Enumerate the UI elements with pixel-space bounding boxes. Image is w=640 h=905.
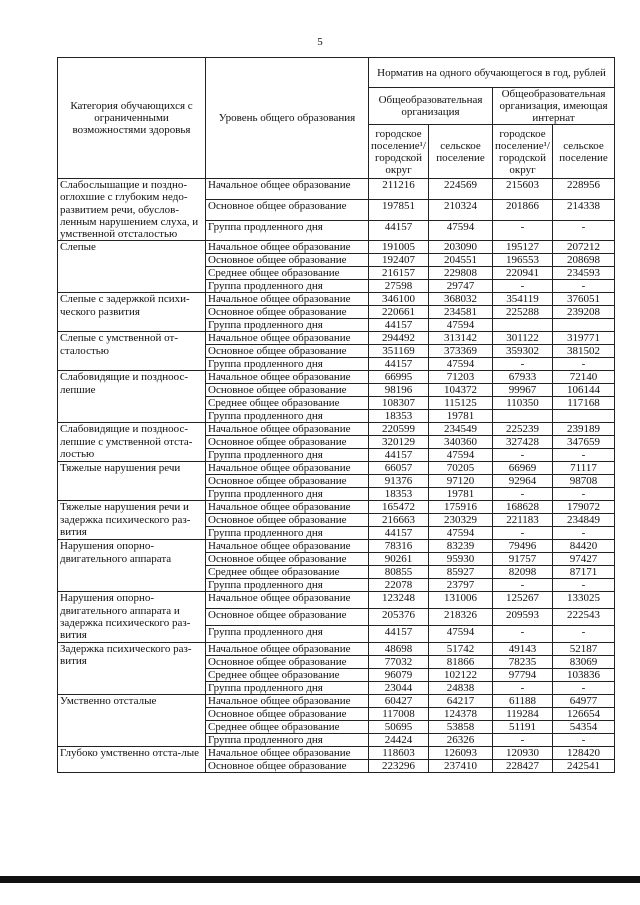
- value-urban-general: 216157: [369, 267, 429, 280]
- value-urban-general: 48698: [369, 642, 429, 655]
- value-urban-general: 320129: [369, 436, 429, 449]
- value-rural-general: 51742: [429, 642, 493, 655]
- table-row: [58, 642, 615, 655]
- level-cell: Группа продленного дня: [206, 733, 369, 746]
- value-rural-boarding: 234593: [553, 267, 615, 280]
- value-urban-boarding: -: [493, 733, 553, 746]
- value-urban-boarding: 91757: [493, 553, 553, 566]
- table-row: [58, 540, 615, 553]
- value-urban-boarding: 97794: [493, 668, 553, 681]
- value-rural-general: 47594: [429, 319, 493, 332]
- level-cell: Начальное общее образование: [206, 746, 369, 759]
- category-cell: Задержка психического раз-вития: [58, 642, 206, 694]
- level-cell: Основное общее образование: [206, 475, 369, 488]
- level-cell: Основное общее образование: [206, 254, 369, 267]
- level-cell: Среднее общее образование: [206, 566, 369, 579]
- value-rural-general: 204551: [429, 254, 493, 267]
- value-rural-general: 24838: [429, 681, 493, 694]
- value-urban-general: 18353: [369, 410, 429, 423]
- value-rural-general: 47594: [429, 527, 493, 540]
- table-row: [58, 423, 615, 436]
- value-rural-general: 203090: [429, 241, 493, 254]
- table-row: [58, 694, 615, 707]
- value-rural-general: 19781: [429, 488, 493, 501]
- value-urban-general: 44157: [369, 449, 429, 462]
- value-rural-general: 81866: [429, 655, 493, 668]
- level-cell: Начальное общее образование: [206, 293, 369, 306]
- level-cell: Среднее общее образование: [206, 267, 369, 280]
- value-rural-general: 19781: [429, 410, 493, 423]
- level-cell: Группа продленного дня: [206, 681, 369, 694]
- value-urban-general: 78316: [369, 540, 429, 553]
- value-rural-boarding: -: [553, 681, 615, 694]
- value-urban-general: 192407: [369, 254, 429, 267]
- value-rural-general: 83239: [429, 540, 493, 553]
- value-rural-general: 313142: [429, 332, 493, 345]
- value-rural-boarding: 84420: [553, 540, 615, 553]
- value-urban-general: 22078: [369, 579, 429, 592]
- standards-table: [57, 57, 615, 773]
- value-urban-boarding: 201866: [493, 199, 553, 220]
- value-rural-general: 210324: [429, 199, 493, 220]
- value-urban-general: 44157: [369, 319, 429, 332]
- category-cell: Слабовидящие и поздноос-лепшие с умственной отста-лостью: [58, 423, 206, 462]
- header-org-boarding: Общеобразовательная организация, имеющая интернат: [493, 88, 615, 125]
- header-norm: Норматив на одного обучающегося в год, рублей: [369, 58, 615, 88]
- value-rural-boarding: 347659: [553, 436, 615, 449]
- value-urban-boarding: [493, 319, 553, 332]
- value-urban-boarding: -: [493, 488, 553, 501]
- category-cell: Тяжелые нарушения речи: [58, 462, 206, 501]
- value-urban-boarding: -: [493, 449, 553, 462]
- value-urban-boarding: [493, 410, 553, 423]
- value-urban-boarding: 228427: [493, 759, 553, 772]
- value-urban-general: 351169: [369, 345, 429, 358]
- value-rural-general: 175916: [429, 501, 493, 514]
- value-urban-general: 50695: [369, 720, 429, 733]
- value-urban-boarding: 209593: [493, 609, 553, 626]
- value-rural-boarding: 239208: [553, 306, 615, 319]
- value-urban-boarding: 78235: [493, 655, 553, 668]
- level-cell: Среднее общее образование: [206, 397, 369, 410]
- level-cell: Основное общее образование: [206, 707, 369, 720]
- value-rural-boarding: 52187: [553, 642, 615, 655]
- level-cell: Начальное общее образование: [206, 371, 369, 384]
- value-urban-general: 191005: [369, 241, 429, 254]
- value-urban-boarding: 354119: [493, 293, 553, 306]
- value-urban-general: 165472: [369, 501, 429, 514]
- value-rural-boarding: -: [553, 579, 615, 592]
- value-rural-boarding: [553, 319, 615, 332]
- value-rural-general: 115125: [429, 397, 493, 410]
- category-cell: Тяжелые нарушения речи и задержка психического раз-вития: [58, 501, 206, 540]
- level-cell: Группа продленного дня: [206, 488, 369, 501]
- category-cell: Слабослышащие и поздно-оглохшие с глубоким недо-развитием речи, обуслов-ленным нарушением слуха, и умственной отсталостью: [58, 179, 206, 241]
- level-cell: Начальное общее образование: [206, 592, 369, 609]
- value-urban-general: 117008: [369, 707, 429, 720]
- value-urban-general: 44157: [369, 220, 429, 241]
- level-cell: Группа продленного дня: [206, 410, 369, 423]
- value-urban-general: 66057: [369, 462, 429, 475]
- level-cell: Основное общее образование: [206, 759, 369, 772]
- value-rural-boarding: 87171: [553, 566, 615, 579]
- value-rural-boarding: -: [553, 527, 615, 540]
- value-urban-general: 96079: [369, 668, 429, 681]
- value-urban-general: 211216: [369, 179, 429, 200]
- table-row: [58, 501, 615, 514]
- value-rural-boarding: -: [553, 488, 615, 501]
- level-cell: Основное общее образование: [206, 306, 369, 319]
- level-cell: Группа продленного дня: [206, 527, 369, 540]
- value-urban-boarding: 301122: [493, 332, 553, 345]
- value-rural-boarding: 319771: [553, 332, 615, 345]
- level-cell: Начальное общее образование: [206, 540, 369, 553]
- table-body: [58, 179, 615, 773]
- level-cell: Группа продленного дня: [206, 449, 369, 462]
- value-rural-boarding: -: [553, 280, 615, 293]
- value-rural-boarding: 239189: [553, 423, 615, 436]
- value-urban-general: 118603: [369, 746, 429, 759]
- value-rural-boarding: 106144: [553, 384, 615, 397]
- value-rural-boarding: 228956: [553, 179, 615, 200]
- table-row: [58, 592, 615, 609]
- level-cell: Начальное общее образование: [206, 462, 369, 475]
- level-cell: Группа продленного дня: [206, 319, 369, 332]
- value-urban-general: 220599: [369, 423, 429, 436]
- value-urban-general: 77032: [369, 655, 429, 668]
- value-rural-boarding: 234849: [553, 514, 615, 527]
- value-rural-general: 85927: [429, 566, 493, 579]
- level-cell: Основное общее образование: [206, 436, 369, 449]
- level-cell: Группа продленного дня: [206, 280, 369, 293]
- value-urban-boarding: 67933: [493, 371, 553, 384]
- header-rural-boarding: сельское поселение: [553, 125, 615, 179]
- category-cell: Нарушения опорно-двигательного аппарата и задержка психического раз-вития: [58, 592, 206, 642]
- value-urban-boarding: 82098: [493, 566, 553, 579]
- category-cell: Слабовидящие и поздноос-лепшие: [58, 371, 206, 423]
- value-rural-boarding: 72140: [553, 371, 615, 384]
- value-urban-boarding: 66969: [493, 462, 553, 475]
- value-rural-general: 97120: [429, 475, 493, 488]
- level-cell: Среднее общее образование: [206, 720, 369, 733]
- value-urban-boarding: 195127: [493, 241, 553, 254]
- value-rural-general: 234581: [429, 306, 493, 319]
- value-urban-general: 197851: [369, 199, 429, 220]
- value-urban-general: 18353: [369, 488, 429, 501]
- level-cell: Основное общее образование: [206, 514, 369, 527]
- value-urban-boarding: 225288: [493, 306, 553, 319]
- value-urban-boarding: 327428: [493, 436, 553, 449]
- value-urban-general: 90261: [369, 553, 429, 566]
- value-urban-boarding: 120930: [493, 746, 553, 759]
- value-rural-boarding: 376051: [553, 293, 615, 306]
- value-urban-general: 223296: [369, 759, 429, 772]
- value-rural-boarding: 214338: [553, 199, 615, 220]
- value-urban-boarding: 49143: [493, 642, 553, 655]
- level-cell: Начальное общее образование: [206, 423, 369, 436]
- level-cell: Группа продленного дня: [206, 358, 369, 371]
- value-rural-boarding: 381502: [553, 345, 615, 358]
- category-cell: Нарушения опорно-двигательного аппарата: [58, 540, 206, 592]
- level-cell: Основное общее образование: [206, 609, 369, 626]
- level-cell: Начальное общее образование: [206, 694, 369, 707]
- level-cell: Группа продленного дня: [206, 220, 369, 241]
- level-cell: Начальное общее образование: [206, 332, 369, 345]
- value-rural-boarding: -: [553, 220, 615, 241]
- value-rural-boarding: -: [553, 733, 615, 746]
- value-rural-general: 47594: [429, 358, 493, 371]
- value-urban-general: 98196: [369, 384, 429, 397]
- value-urban-boarding: -: [493, 280, 553, 293]
- value-urban-boarding: -: [493, 527, 553, 540]
- level-cell: Основное общее образование: [206, 553, 369, 566]
- value-rural-boarding: 207212: [553, 241, 615, 254]
- value-rural-boarding: 83069: [553, 655, 615, 668]
- value-urban-general: 44157: [369, 358, 429, 371]
- value-rural-boarding: 133025: [553, 592, 615, 609]
- category-cell: Глубоко умственно отста-лые: [58, 746, 206, 772]
- value-rural-boarding: -: [553, 449, 615, 462]
- value-rural-general: 47594: [429, 449, 493, 462]
- header-category: Категория обучающихся с ограниченными возможностями здоровья: [58, 58, 206, 179]
- value-rural-boarding: -: [553, 625, 615, 642]
- value-rural-general: 373369: [429, 345, 493, 358]
- value-rural-general: 64217: [429, 694, 493, 707]
- value-rural-general: 70205: [429, 462, 493, 475]
- value-urban-general: 60427: [369, 694, 429, 707]
- value-urban-general: 27598: [369, 280, 429, 293]
- level-cell: Основное общее образование: [206, 345, 369, 358]
- value-rural-boarding: 54354: [553, 720, 615, 733]
- category-cell: Слепые с задержкой психи-ческого развития: [58, 293, 206, 332]
- category-cell: Слепые с умственной от-сталостью: [58, 332, 206, 371]
- value-urban-boarding: 225239: [493, 423, 553, 436]
- value-rural-general: 131006: [429, 592, 493, 609]
- value-rural-boarding: 97427: [553, 553, 615, 566]
- value-urban-boarding: 196553: [493, 254, 553, 267]
- table-row: [58, 241, 615, 254]
- value-urban-boarding: 221183: [493, 514, 553, 527]
- value-rural-boarding: 98708: [553, 475, 615, 488]
- scan-bottom-edge: [0, 876, 640, 883]
- value-rural-general: 47594: [429, 625, 493, 642]
- level-cell: Основное общее образование: [206, 655, 369, 668]
- value-urban-general: 91376: [369, 475, 429, 488]
- value-urban-general: 220661: [369, 306, 429, 319]
- value-rural-boarding: 208698: [553, 254, 615, 267]
- value-rural-general: 340360: [429, 436, 493, 449]
- value-urban-boarding: -: [493, 220, 553, 241]
- value-urban-boarding: -: [493, 358, 553, 371]
- header-org-general: Общеобразовательная организация: [369, 88, 493, 125]
- value-urban-boarding: -: [493, 681, 553, 694]
- level-cell: Начальное общее образование: [206, 241, 369, 254]
- table-row: [58, 462, 615, 475]
- value-urban-general: 44157: [369, 625, 429, 642]
- value-rural-general: 26326: [429, 733, 493, 746]
- header-urban-general: городское поселение¹/ городской округ: [369, 125, 429, 179]
- value-rural-boarding: 179072: [553, 501, 615, 514]
- value-urban-general: 346100: [369, 293, 429, 306]
- value-urban-boarding: 215603: [493, 179, 553, 200]
- value-urban-general: 294492: [369, 332, 429, 345]
- value-rural-boarding: 126654: [553, 707, 615, 720]
- value-rural-general: 230329: [429, 514, 493, 527]
- value-rural-general: 47594: [429, 220, 493, 241]
- value-rural-general: 126093: [429, 746, 493, 759]
- value-rural-general: 224569: [429, 179, 493, 200]
- category-cell: Умственно отсталые: [58, 694, 206, 746]
- value-rural-general: 23797: [429, 579, 493, 592]
- value-urban-boarding: 61188: [493, 694, 553, 707]
- value-urban-general: 23044: [369, 681, 429, 694]
- value-rural-general: 218326: [429, 609, 493, 626]
- value-rural-general: 124378: [429, 707, 493, 720]
- value-rural-boarding: 222543: [553, 609, 615, 626]
- value-rural-general: 229808: [429, 267, 493, 280]
- value-rural-boarding: 64977: [553, 694, 615, 707]
- value-urban-boarding: 92964: [493, 475, 553, 488]
- value-rural-boarding: 71117: [553, 462, 615, 475]
- value-urban-general: 66995: [369, 371, 429, 384]
- header-level: Уровень общего образования: [206, 58, 369, 179]
- value-rural-general: 234549: [429, 423, 493, 436]
- level-cell: Основное общее образование: [206, 199, 369, 220]
- value-urban-general: 80855: [369, 566, 429, 579]
- value-urban-general: 24424: [369, 733, 429, 746]
- value-urban-boarding: -: [493, 625, 553, 642]
- value-urban-boarding: 168628: [493, 501, 553, 514]
- value-rural-boarding: -: [553, 358, 615, 371]
- value-urban-boarding: -: [493, 579, 553, 592]
- value-urban-boarding: 125267: [493, 592, 553, 609]
- value-urban-general: 216663: [369, 514, 429, 527]
- value-rural-general: 104372: [429, 384, 493, 397]
- header-urban-boarding: городское поселение¹/ городской округ: [493, 125, 553, 179]
- table-row: [58, 371, 615, 384]
- header-rural-general: сельское поселение: [429, 125, 493, 179]
- table-row: [58, 293, 615, 306]
- value-urban-boarding: 359302: [493, 345, 553, 358]
- value-rural-boarding: 128420: [553, 746, 615, 759]
- value-rural-general: 53858: [429, 720, 493, 733]
- value-urban-boarding: 51191: [493, 720, 553, 733]
- level-cell: Начальное общее образование: [206, 501, 369, 514]
- value-rural-boarding: 103836: [553, 668, 615, 681]
- value-urban-boarding: 79496: [493, 540, 553, 553]
- value-urban-boarding: 220941: [493, 267, 553, 280]
- value-rural-general: 95930: [429, 553, 493, 566]
- value-urban-general: 108307: [369, 397, 429, 410]
- value-urban-general: 44157: [369, 527, 429, 540]
- value-rural-boarding: 117168: [553, 397, 615, 410]
- level-cell: Группа продленного дня: [206, 625, 369, 642]
- level-cell: Начальное общее образование: [206, 179, 369, 200]
- value-rural-general: 71203: [429, 371, 493, 384]
- value-rural-general: 29747: [429, 280, 493, 293]
- value-rural-general: 102122: [429, 668, 493, 681]
- value-urban-boarding: 99967: [493, 384, 553, 397]
- level-cell: Среднее общее образование: [206, 668, 369, 681]
- value-urban-general: 123248: [369, 592, 429, 609]
- level-cell: Группа продленного дня: [206, 579, 369, 592]
- value-urban-boarding: 119284: [493, 707, 553, 720]
- category-cell: Слепые: [58, 241, 206, 293]
- value-rural-general: 237410: [429, 759, 493, 772]
- table-row: [58, 332, 615, 345]
- value-rural-boarding: [553, 410, 615, 423]
- level-cell: Основное общее образование: [206, 384, 369, 397]
- table-row: [58, 746, 615, 759]
- level-cell: Начальное общее образование: [206, 642, 369, 655]
- value-urban-general: 205376: [369, 609, 429, 626]
- value-urban-boarding: 110350: [493, 397, 553, 410]
- table-row: [58, 179, 615, 200]
- value-rural-general: 368032: [429, 293, 493, 306]
- value-rural-boarding: 242541: [553, 759, 615, 772]
- page-number: 5: [317, 36, 323, 48]
